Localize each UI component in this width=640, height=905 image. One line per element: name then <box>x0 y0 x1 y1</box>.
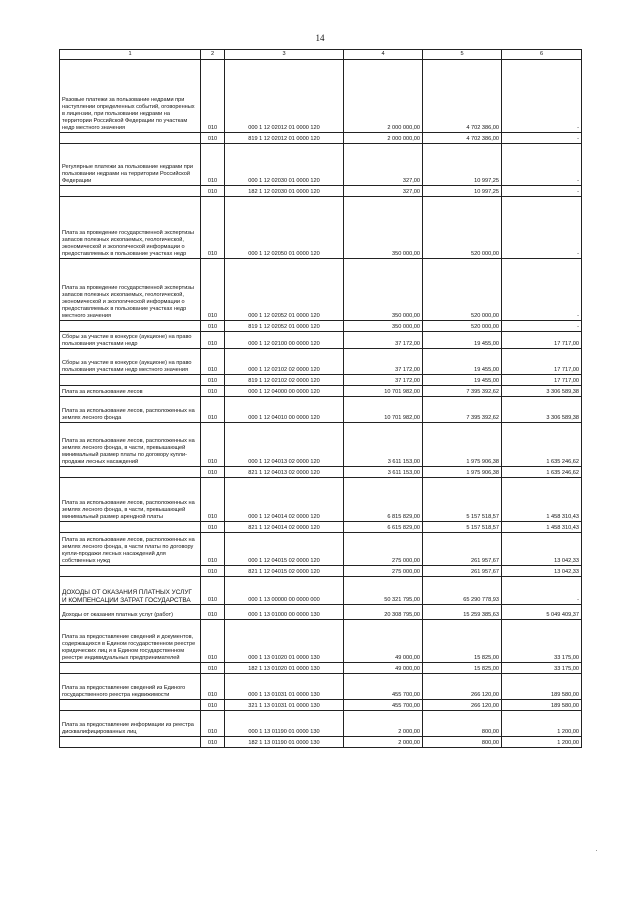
table-row <box>60 186 582 197</box>
row-plan: 350 000,00 <box>344 259 423 321</box>
row-actual: 10 997,25 <box>423 144 502 186</box>
row-code: 010 <box>201 577 225 605</box>
row-name: Сборы за участие в конкурсе (аукционе) на право пользования участками недр местного значения <box>60 349 201 375</box>
row-code: 010 <box>201 663 225 674</box>
row-plan: 50 321 795,00 <box>344 577 423 605</box>
row-code: 010 <box>201 144 225 186</box>
table-row <box>60 386 582 397</box>
table-row <box>60 620 582 663</box>
row-remaining: 13 042,33 <box>502 566 582 577</box>
row-remaining: 189 580,00 <box>502 700 582 711</box>
column-header: 5 <box>423 50 502 60</box>
row-plan: 3 611 153,00 <box>344 423 423 467</box>
table-row <box>60 259 582 321</box>
page-number: 14 <box>315 33 325 43</box>
row-name <box>60 522 201 533</box>
row-name: Плата за проведение государственной экспертизы запасов полезных ископаемых, геологической, экономической и экологической информации о предоставляемых в пользование участках недр местного значения <box>60 259 201 321</box>
row-code: 010 <box>201 423 225 467</box>
row-actual: 15 825,00 <box>423 663 502 674</box>
row-remaining: 1 458 310,43 <box>502 478 582 522</box>
row-kbk: 000 1 13 01190 01 0000 130 <box>225 711 344 737</box>
table-row <box>60 700 582 711</box>
row-remaining: 17 717,00 <box>502 349 582 375</box>
row-kbk: 000 1 12 04014 02 0000 120 <box>225 478 344 522</box>
row-name <box>60 700 201 711</box>
row-remaining: - <box>502 197 582 259</box>
row-remaining: - <box>502 60 582 133</box>
table-row <box>60 663 582 674</box>
row-plan: 37 172,00 <box>344 375 423 386</box>
table-row <box>60 522 582 533</box>
row-actual: 520 000,00 <box>423 259 502 321</box>
table-row <box>60 711 582 737</box>
row-name <box>60 467 201 478</box>
table-row <box>60 375 582 386</box>
row-actual: 261 957,67 <box>423 566 502 577</box>
row-code: 010 <box>201 332 225 349</box>
row-kbk: 821 1 12 04015 02 0000 120 <box>225 566 344 577</box>
row-actual: 266 120,00 <box>423 700 502 711</box>
row-remaining: - <box>502 186 582 197</box>
row-plan: 6 615 829,00 <box>344 522 423 533</box>
row-code: 010 <box>201 186 225 197</box>
row-plan: 350 000,00 <box>344 321 423 332</box>
row-code: 010 <box>201 467 225 478</box>
row-plan: 3 611 153,00 <box>344 467 423 478</box>
row-actual: 261 957,67 <box>423 533 502 566</box>
row-remaining: 17 717,00 <box>502 332 582 349</box>
row-name <box>60 737 201 748</box>
row-kbk: 182 1 13 01190 01 0000 130 <box>225 737 344 748</box>
row-actual: 800,00 <box>423 711 502 737</box>
row-kbk: 000 1 12 02012 01 0000 120 <box>225 60 344 133</box>
row-remaining: - <box>502 259 582 321</box>
row-actual: 800,00 <box>423 737 502 748</box>
column-header-row <box>60 50 582 60</box>
row-code: 010 <box>201 566 225 577</box>
row-code: 010 <box>201 321 225 332</box>
row-kbk: 821 1 12 04013 02 0000 120 <box>225 467 344 478</box>
row-remaining: 13 042,33 <box>502 533 582 566</box>
row-kbk: 000 1 13 01020 01 0000 130 <box>225 620 344 663</box>
row-kbk: 819 1 12 02012 01 0000 120 <box>225 133 344 144</box>
row-plan: 275 000,00 <box>344 533 423 566</box>
row-code: 010 <box>201 197 225 259</box>
row-actual: 520 000,00 <box>423 321 502 332</box>
table-row <box>60 423 582 467</box>
row-name <box>60 566 201 577</box>
row-actual: 1 975 906,38 <box>423 467 502 478</box>
scan-artifact <box>596 850 597 851</box>
income-table <box>59 49 582 748</box>
row-remaining: - <box>502 321 582 332</box>
row-code: 010 <box>201 522 225 533</box>
row-name <box>60 375 201 386</box>
table-row <box>60 197 582 259</box>
row-name: Плата за проведение государственной экспертизы запасов полезных ископаемых, геологической, экономической и экологической информации о предоставляемых в пользование участках недр <box>60 197 201 259</box>
row-name: Регулярные платежи за пользование недрами при пользовании недрами на территории Российской Федерации <box>60 144 201 186</box>
row-plan: 10 701 982,00 <box>344 386 423 397</box>
row-name <box>60 321 201 332</box>
table-row <box>60 332 582 349</box>
row-code: 010 <box>201 674 225 700</box>
row-remaining: 1 635 246,62 <box>502 423 582 467</box>
row-plan: 10 701 982,00 <box>344 397 423 423</box>
row-actual: 520 000,00 <box>423 197 502 259</box>
row-remaining: - <box>502 133 582 144</box>
row-code: 010 <box>201 375 225 386</box>
row-actual: 19 455,00 <box>423 375 502 386</box>
row-actual: 5 157 518,57 <box>423 478 502 522</box>
row-name: Плата за предоставление сведений и документов, содержащихся в Едином государственном реестре юридических лиц и в Едином государственном реестре индивидуальных предпринимателей <box>60 620 201 663</box>
row-name <box>60 663 201 674</box>
row-code: 010 <box>201 478 225 522</box>
row-name <box>60 186 201 197</box>
table-row <box>60 133 582 144</box>
row-remaining: 1 200,00 <box>502 737 582 748</box>
row-kbk: 000 1 13 00000 00 0000 000 <box>225 577 344 605</box>
table-row <box>60 349 582 375</box>
row-name: Доходы от оказания платных услуг (работ) <box>60 605 201 620</box>
row-plan: 2 000 000,00 <box>344 133 423 144</box>
row-code: 010 <box>201 737 225 748</box>
row-plan: 20 308 795,00 <box>344 605 423 620</box>
row-code: 010 <box>201 259 225 321</box>
table-row <box>60 60 582 133</box>
row-name: Плата за использование лесов, расположенных на землях лесного фонда, в части, превышающей минимальный размер платы по договору купли-продажи лесных насаждений <box>60 423 201 467</box>
row-kbk: 000 1 13 01031 01 0000 130 <box>225 674 344 700</box>
row-plan: 327,00 <box>344 144 423 186</box>
table-row <box>60 533 582 566</box>
row-kbk: 321 1 13 01031 01 0000 130 <box>225 700 344 711</box>
row-actual: 19 455,00 <box>423 349 502 375</box>
row-plan: 2 000 000,00 <box>344 60 423 133</box>
table-row <box>60 467 582 478</box>
row-name: ДОХОДЫ ОТ ОКАЗАНИЯ ПЛАТНЫХ УСЛУГ И КОМПЕНСАЦИИ ЗАТРАТ ГОСУДАРСТВА <box>60 577 201 605</box>
row-name: Плата за предоставление сведений из Единого государственного реестра недвижимости <box>60 674 201 700</box>
row-kbk: 819 1 12 02102 02 0000 120 <box>225 375 344 386</box>
row-name: Разовые платежи за пользование недрами при наступлении определенных событий, оговоренных в лицензии, при пользовании недрами на территории Российской Федерации по участкам недр местного значения <box>60 60 201 133</box>
row-kbk: 000 1 12 02030 01 0000 120 <box>225 144 344 186</box>
row-plan: 6 815 829,00 <box>344 478 423 522</box>
row-name: Плата за использование лесов <box>60 386 201 397</box>
row-plan: 327,00 <box>344 186 423 197</box>
row-kbk: 000 1 12 02102 02 0000 120 <box>225 349 344 375</box>
table-row <box>60 577 582 605</box>
row-remaining: 189 580,00 <box>502 674 582 700</box>
row-actual: 15 825,00 <box>423 620 502 663</box>
row-kbk: 182 1 12 02030 01 0000 120 <box>225 186 344 197</box>
row-plan: 49 000,00 <box>344 663 423 674</box>
row-remaining: 33 175,00 <box>502 663 582 674</box>
row-code: 010 <box>201 397 225 423</box>
row-name: Плата за использование лесов, расположенных на землях лесного фонда, в части платы по договору купли-продажи лесных насаждений для собственных нужд <box>60 533 201 566</box>
table-row <box>60 321 582 332</box>
row-remaining: 1 458 310,43 <box>502 522 582 533</box>
row-actual: 7 395 392,62 <box>423 386 502 397</box>
row-kbk: 000 1 12 04015 02 0000 120 <box>225 533 344 566</box>
row-name: Плата за использование лесов, расположенных на землях лесного фонда, в части, превышающей минимальный размер арендной платы <box>60 478 201 522</box>
table-row <box>60 397 582 423</box>
row-code: 010 <box>201 386 225 397</box>
row-kbk: 000 1 13 01000 00 0000 130 <box>225 605 344 620</box>
row-remaining: 17 717,00 <box>502 375 582 386</box>
row-name: Сборы за участие в конкурсе (аукционе) на право пользования участками недр <box>60 332 201 349</box>
row-kbk: 000 1 12 04013 02 0000 120 <box>225 423 344 467</box>
row-actual: 10 997,25 <box>423 186 502 197</box>
row-code: 010 <box>201 605 225 620</box>
row-kbk: 819 1 12 02052 01 0000 120 <box>225 321 344 332</box>
row-kbk: 000 1 12 04000 00 0000 120 <box>225 386 344 397</box>
table-row <box>60 674 582 700</box>
row-remaining: 5 049 409,37 <box>502 605 582 620</box>
row-code: 010 <box>201 700 225 711</box>
row-plan: 455 700,00 <box>344 674 423 700</box>
row-code: 010 <box>201 533 225 566</box>
row-actual: 19 455,00 <box>423 332 502 349</box>
column-header: 4 <box>344 50 423 60</box>
row-remaining: - <box>502 144 582 186</box>
row-remaining: 1 200,00 <box>502 711 582 737</box>
row-actual: 65 290 778,93 <box>423 577 502 605</box>
row-actual: 4 702 386,00 <box>423 133 502 144</box>
table-body <box>60 50 582 748</box>
row-code: 010 <box>201 711 225 737</box>
row-kbk: 000 1 12 02050 01 0000 120 <box>225 197 344 259</box>
row-actual: 266 120,00 <box>423 674 502 700</box>
row-plan: 2 000,00 <box>344 737 423 748</box>
table-row <box>60 605 582 620</box>
row-remaining: - <box>502 577 582 605</box>
row-plan: 37 172,00 <box>344 349 423 375</box>
row-plan: 2 000,00 <box>344 711 423 737</box>
row-actual: 1 975 906,38 <box>423 423 502 467</box>
row-actual: 4 702 386,00 <box>423 60 502 133</box>
row-kbk: 821 1 12 04014 02 0000 120 <box>225 522 344 533</box>
row-plan: 37 172,00 <box>344 332 423 349</box>
row-kbk: 000 1 12 02052 01 0000 120 <box>225 259 344 321</box>
table-row <box>60 478 582 522</box>
row-plan: 49 000,00 <box>344 620 423 663</box>
row-remaining: 3 306 589,38 <box>502 397 582 423</box>
row-kbk: 000 1 12 02100 00 0000 120 <box>225 332 344 349</box>
row-code: 010 <box>201 620 225 663</box>
row-actual: 7 395 392,62 <box>423 397 502 423</box>
column-header: 3 <box>225 50 344 60</box>
column-header: 6 <box>502 50 582 60</box>
row-code: 010 <box>201 349 225 375</box>
row-actual: 15 259 385,63 <box>423 605 502 620</box>
row-kbk: 000 1 12 04010 00 0000 120 <box>225 397 344 423</box>
row-remaining: 33 175,00 <box>502 620 582 663</box>
row-code: 010 <box>201 60 225 133</box>
row-name <box>60 133 201 144</box>
row-plan: 275 000,00 <box>344 566 423 577</box>
row-remaining: 1 635 246,62 <box>502 467 582 478</box>
row-name: Плата за использование лесов, расположенных на землях лесного фонда <box>60 397 201 423</box>
row-kbk: 182 1 13 01020 01 0000 130 <box>225 663 344 674</box>
column-header: 2 <box>201 50 225 60</box>
row-actual: 5 157 518,57 <box>423 522 502 533</box>
row-name: Плата за предоставление информации из реестра дисквалифицированных лиц <box>60 711 201 737</box>
row-remaining: 3 306 589,38 <box>502 386 582 397</box>
column-header: 1 <box>60 50 201 60</box>
table-row <box>60 737 582 748</box>
row-plan: 350 000,00 <box>344 197 423 259</box>
table-row <box>60 566 582 577</box>
row-plan: 455 700,00 <box>344 700 423 711</box>
row-code: 010 <box>201 133 225 144</box>
table-row <box>60 144 582 186</box>
